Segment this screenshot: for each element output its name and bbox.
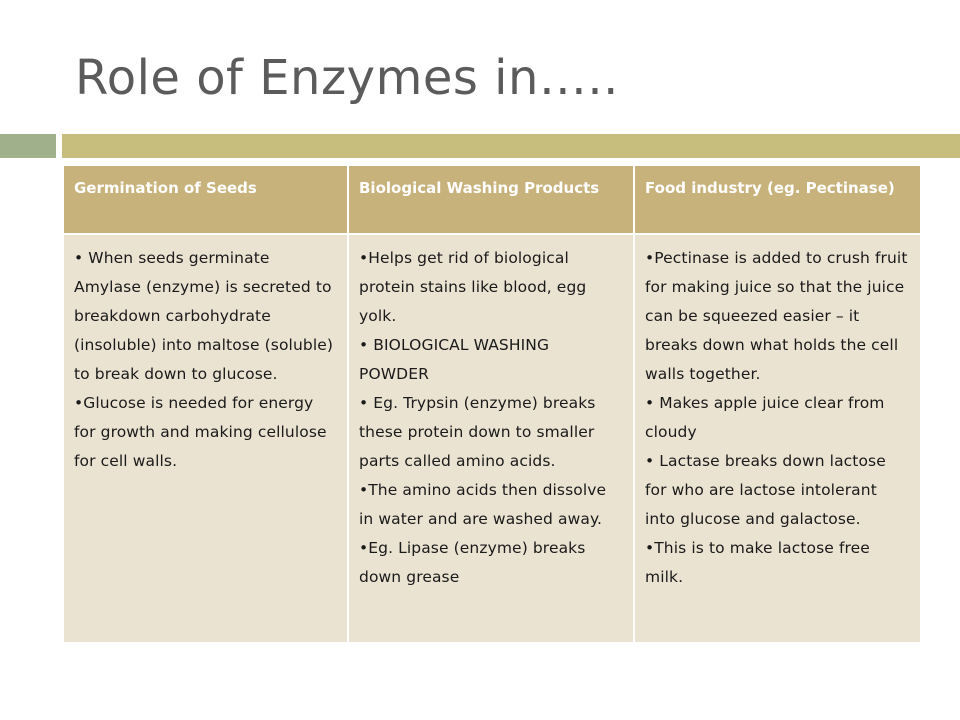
bullet-pectinase-juice: •Pectinase is added to crush fruit for making juice so that the juice can be squeezed easier – it breaks down what holds the cell walls together. [645,249,908,383]
cell-biological-washing-products [348,234,634,642]
bullet-lipase: •Eg. Lipase (enzyme) breaks down grease [359,539,586,586]
bullet-lactase: • Lactase breaks down lactose for who are lactose intolerant into glucose and galactose. [645,452,886,528]
header-food-industry: Food industry (eg. Pectinase) [634,166,920,234]
enzyme-roles-table [64,166,920,642]
accent-bar-right [62,134,960,158]
bullet-trypsin: • Eg. Trypsin (enzyme) breaks these protein down to smaller parts called amino acids. [359,394,596,470]
bullet-amylase-secreted: • When seeds germinate Amylase (enzyme) is secreted to breakdown carbohydrate (insoluble) into maltose (soluble) to break down to glucose. [74,249,334,383]
slide-title: Role of Enzymes in….. [75,50,619,106]
header-biological-washing-products: Biological Washing Products [348,166,634,234]
bullet-protein-stains: •Helps get rid of biological protein stains like blood, egg yolk. [359,249,587,325]
bullet-glucose-needed: •Glucose is needed for energy for growth and making cellulose for cell walls. [74,394,327,470]
bullet-washing-powder: • BIOLOGICAL WASHING POWDER [359,336,550,383]
bullet-amino-acids-dissolve: •The amino acids then dissolve in water and are washed away. [359,481,607,528]
cell-food-industry [634,234,920,642]
enzyme-roles-table-container [64,166,920,642]
bullet-lactose-free-milk: •This is to make lactose free milk. [645,539,870,586]
accent-bar-left [0,134,56,158]
table-row [64,234,920,642]
table-header-row [64,166,920,234]
bullet-apple-juice-clear: • Makes apple juice clear from cloudy [645,394,885,441]
header-germination-of-seeds: Germination of Seeds [64,166,348,234]
cell-germination-of-seeds [64,234,348,642]
